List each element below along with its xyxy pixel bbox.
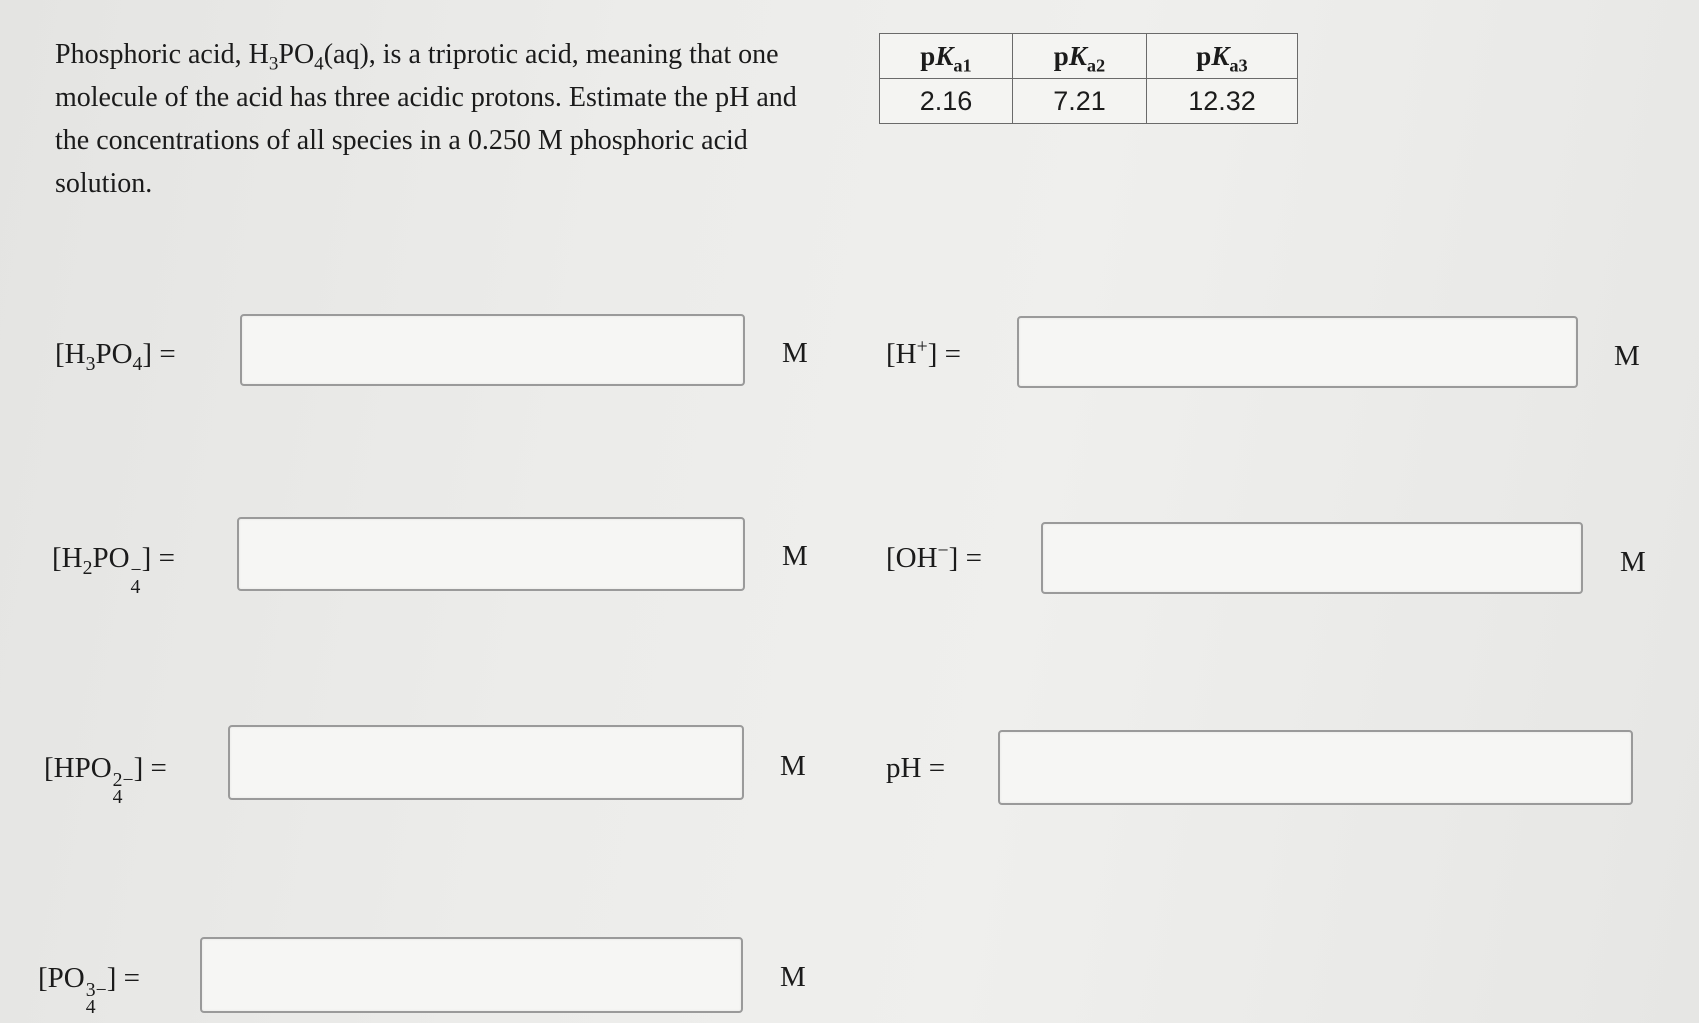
ph-label: pH =: [886, 752, 946, 784]
ph-input[interactable]: [998, 730, 1633, 805]
pka3-header: $pK_{a3}$: [1147, 34, 1298, 79]
oh-input[interactable]: [1041, 522, 1583, 594]
h2po4-unit: M: [782, 540, 808, 572]
h2po4-label: [$H_2PO$ − 4 ] =: [52, 542, 175, 598]
oh-unit: M: [1620, 546, 1646, 578]
h-unit: M: [1614, 340, 1640, 372]
po4-input[interactable]: [200, 937, 743, 1013]
h-input[interactable]: [1017, 316, 1578, 388]
h2po4-input[interactable]: [237, 517, 745, 591]
pka3-value: 12.32: [1147, 79, 1298, 124]
po4-unit: M: [780, 961, 806, 993]
pka-table-value-row: [880, 79, 1298, 124]
h3po4-label: $[H_3PO_4]$ =: [55, 338, 176, 375]
hpo4-unit: M: [780, 750, 806, 782]
pka-table: [879, 33, 1298, 124]
pka1-value: 2.16: [880, 79, 1013, 124]
question-text: Phosphoric acid, $H_3PO_4(aq)$, is a triprotic acid, meaning that one molecule of the acid has three acidic protons. Estimate the pH and the concentrations of all species in a 0.250 M phosphoric acid solution.: [55, 39, 797, 199]
pka-table-header-row: [880, 34, 1298, 79]
h3po4-input[interactable]: [240, 314, 745, 386]
pka2-value: 7.21: [1013, 79, 1147, 124]
po4-label: [PO 3− 4 ] =: [38, 962, 140, 1018]
oh-label: [OH−] =: [886, 539, 982, 574]
h3po4-unit: M: [782, 337, 808, 369]
pka2-header: $pK_{a2}$: [1013, 34, 1147, 79]
pka1-header: $pK_{a1}$: [880, 34, 1013, 79]
hpo4-label: [HPO 2− 4 ] =: [44, 752, 167, 808]
hpo4-input[interactable]: [228, 725, 744, 800]
h-label: [H+] =: [886, 335, 961, 370]
